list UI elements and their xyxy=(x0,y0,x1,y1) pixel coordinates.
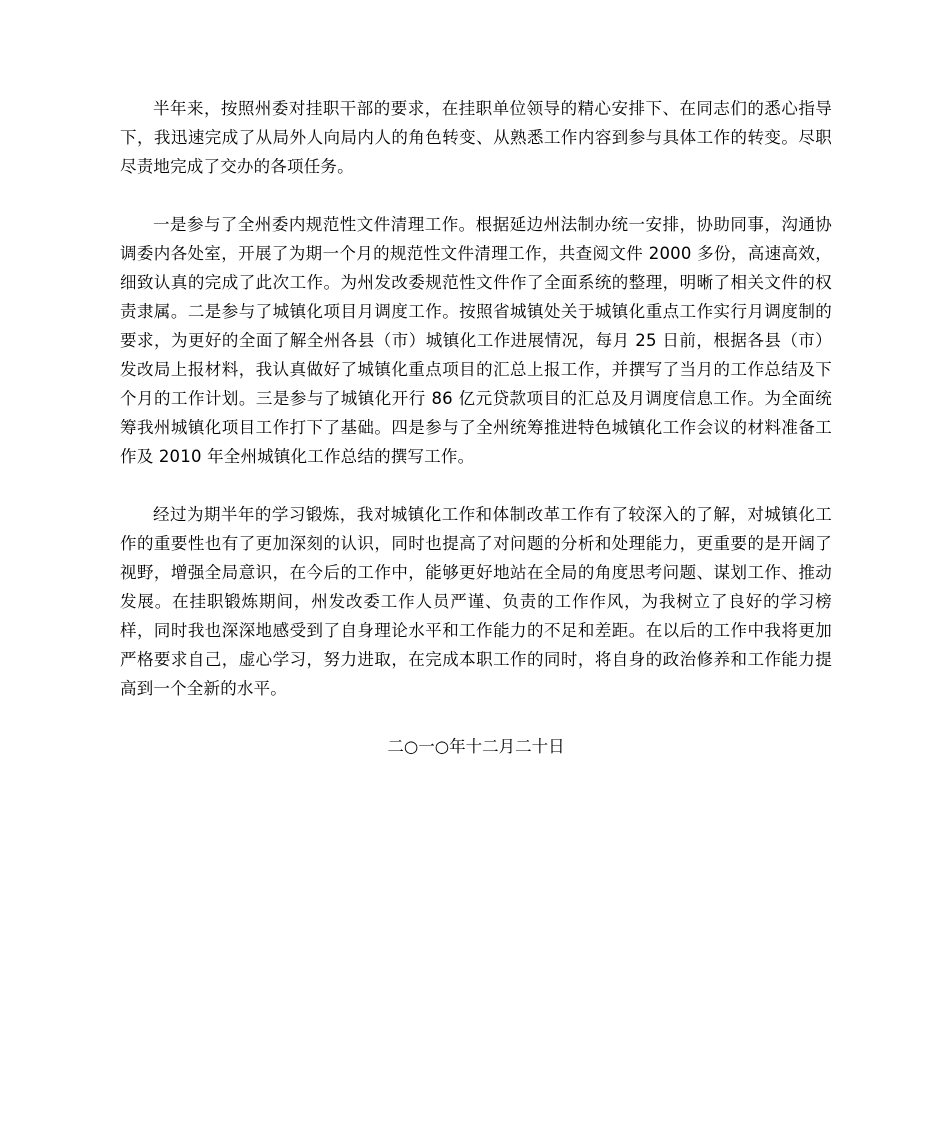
paragraph-intro: 半年来，按照州委对挂职干部的要求，在挂职单位领导的精心安排下、在同志们的悉心指导下，我迅速完成了从局外人向局内人的角色转变、从熟悉工作内容到参与具体工作的转变。尽职尽责地完成了交办的各项任务。 xyxy=(120,99,832,176)
document-date: 二○一○年十二月二十日 xyxy=(387,737,565,756)
paragraph-summary: 经过为期半年的学习锻炼，我对城镇化工作和体制改革工作有了较深入的了解，对城镇化工作的重要性也有了更加深刻的认识，同时也提高了对问题的分析和处理能力，更重要的是开阔了视野，增强全局意识，在今后的工作中，能够更好地站在全局的角度思考问题、谋划工作、推动发展。在挂职锻炼期间，州发改委工作人员严谨、负责的工作作风，为我树立了良好的学习榜样，同时我也深深地感受到了自身理论水平和工作能力的不足和差距。在以后的工作中我将更加严格要求自己，虚心学习，努力进取，在完成本职工作的同时，将自身的政治修养和工作能力提高到一个全新的水平。 xyxy=(120,505,832,698)
document-body xyxy=(120,94,832,761)
paragraph-work-items: 一是参与了全州委内规范性文件清理工作。根据延边州法制办统一安排，协助同事，沟通协调委内各处室，开展了为期一个月的规范性文件清理工作，共查阅文件 2000 多份，高速高效，细致认真的完成了此次工作。为州发改委规范性文件作了全面系统的整理，明晰了相关文件的权责隶属。二是参与了城镇化项目月调度工作。按照省城镇处关于城镇化重点工作实行月调度制的要求，为更好的全面了解全州各县（市）城镇化工作进展情况，每月 25 日前，根据各县（市）发改局上报材料，我认真做好了城镇化重点项目的汇总上报工作，并撰写了当月的工作总结及下个月的工作计划。三是参与了城镇化开行 86 亿元贷款项目的汇总及月调度信息工作。为全面统筹我州城镇化项目工作打下了基础。四是参与了全州统筹推进特色城镇化工作会议的材料准备工作及 2010 年全州城镇化工作总结的撰写工作。 xyxy=(120,215,832,466)
